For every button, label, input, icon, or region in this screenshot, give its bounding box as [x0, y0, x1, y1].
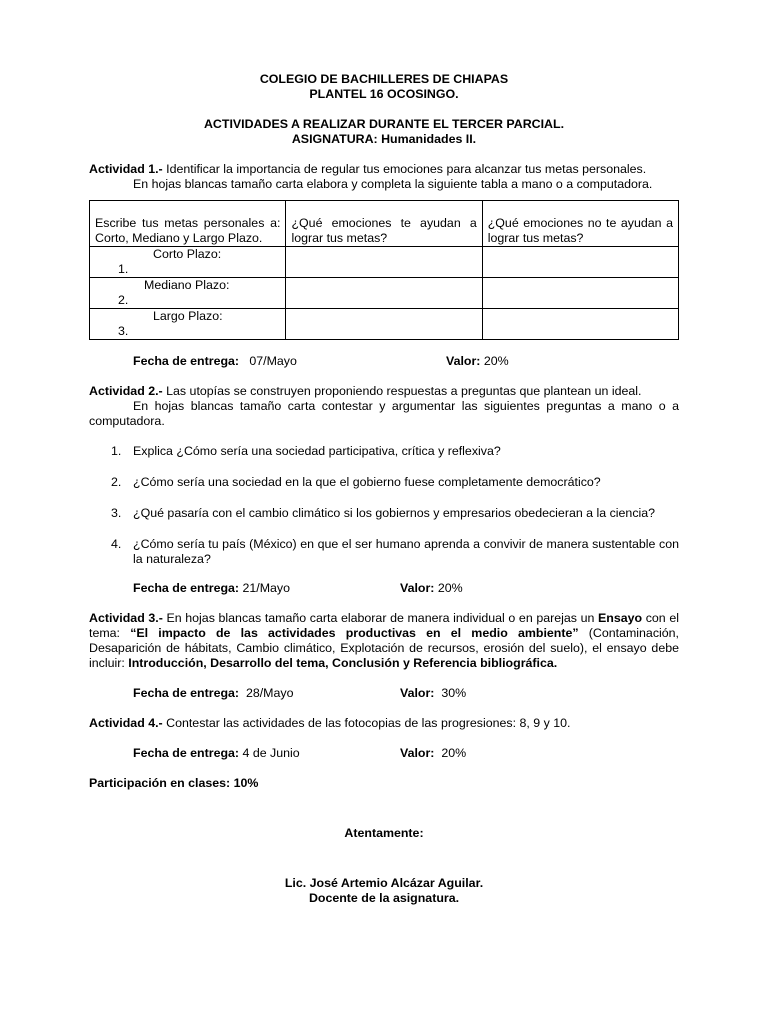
due-date-label: Fecha de entrega: [133, 581, 240, 595]
activities-title: ACTIVIDADES A REALIZAR DURANTE EL TERCER PARCIAL. [203, 117, 565, 131]
value-amount: 30% [441, 686, 467, 700]
activity-2-label: Actividad 2.- [89, 384, 163, 398]
activity-3-text-part: (Contaminación, Desaparición de hábitats, Cambio climático, Explotación de recursos, erosión del suelo), el ensayo debe incluir: [89, 626, 679, 670]
activity-1-text: Identificar la importancia de regular tus emociones para alcanzar tus metas personales. [162, 162, 647, 176]
due-date-value: 4 de Junio [242, 746, 300, 760]
due-date-value: 21/Mayo [242, 581, 291, 595]
due-date-label: Fecha de entrega: [133, 746, 240, 760]
table-cell-long-term [90, 309, 286, 340]
question-text: Explica ¿Cómo sería una sociedad participativa, crítica y reflexiva? [133, 444, 501, 458]
activity-3-text-part: En hojas blancas tamaño carta elaborar de manera individual o en parejas un [162, 611, 599, 625]
question-number: 4. [111, 537, 122, 551]
question-number: 2. [111, 475, 122, 489]
due-date-value: 07/Mayo [249, 354, 297, 368]
questions-list [89, 444, 679, 567]
essay-sections: Introducción, Desarrollo del tema, Conclusión y Referencia bibliográfica. [128, 656, 558, 670]
medium-term-label: Mediano Plazo: [144, 278, 230, 292]
value-amount: 20% [437, 581, 463, 595]
table-header-helpful-emotions: ¿Qué emociones te ayudan a lograr tus metas? [286, 201, 482, 247]
activity-1-intro [89, 162, 679, 177]
list-item [89, 444, 679, 459]
value-amount: 20% [483, 354, 509, 368]
table-cell-empty [286, 247, 482, 278]
table-cell-empty [482, 278, 678, 309]
table-row [90, 309, 679, 340]
activity-4-due [89, 746, 679, 761]
activity-3-text [89, 611, 679, 671]
question-text: ¿Cómo sería una sociedad en la que el gobierno fuese completamente democrático? [133, 475, 601, 489]
activity-4-description: Contestar las actividades de las fotocopias de las progresiones: 8, 9 y 10. [162, 716, 571, 730]
question-number: 1. [111, 444, 122, 458]
activity-1-instructions: En hojas blancas tamaño carta elabora y completa la siguiente tabla a mano o a computadora. [133, 177, 653, 191]
subject-title: ASIGNATURA: Humanidades II. [291, 132, 477, 146]
goals-table [89, 200, 679, 340]
activity-2-text: Las utopías se construyen proponiendo respuestas a preguntas que plantean un ideal. [162, 384, 642, 398]
value-label: Valor: [400, 686, 435, 700]
table-cell-empty [482, 309, 678, 340]
value-label: Valor: [400, 746, 435, 760]
activity-3-label: Actividad 3.- [89, 611, 163, 625]
school-name: COLEGIO DE BACHILLERES DE CHIAPAS [259, 72, 509, 86]
activity-1-label: Actividad 1.- [89, 162, 163, 176]
question-number: 3. [111, 506, 122, 520]
table-cell-empty [286, 278, 482, 309]
short-term-label: Corto Plazo: [153, 247, 222, 261]
value-amount: 20% [441, 746, 467, 760]
activity-1-due [89, 354, 679, 369]
table-cell-medium-term [90, 278, 286, 309]
table-row [90, 247, 679, 278]
campus-name: PLANTEL 16 OCOSINGO. [309, 87, 459, 101]
closing-salutation: Atentamente: [344, 826, 424, 840]
question-text: ¿Qué pasaría con el cambio climático si los gobiernos y empresarios obedecieran a la ciencia? [133, 506, 656, 520]
essay-topic: “El impacto de las actividades productivas en el medio ambiente” [130, 626, 579, 640]
essay-keyword: Ensayo [598, 611, 643, 625]
document-page [89, 72, 679, 906]
table-row [90, 278, 679, 309]
signatory-role: Docente de la asignatura. [308, 891, 460, 905]
activity-4-text [89, 716, 679, 731]
list-item [89, 475, 679, 490]
table-cell-empty [482, 247, 678, 278]
activity-2-instructions: En hojas blancas tamaño carta contestar y argumentar las siguientes preguntas a mano o a computadora. [89, 399, 679, 428]
activity-3-due [89, 686, 679, 701]
due-date-label: Fecha de entrega: [133, 354, 240, 368]
activity-4-label: Actividad 4.- [89, 716, 163, 730]
medium-term-number: 2. [118, 293, 129, 307]
activity-2-due [89, 581, 679, 596]
table-cell-short-term [90, 247, 286, 278]
activity-2-intro [89, 384, 679, 399]
activity-3-text-part: con el tema: [89, 611, 679, 640]
signatory-name: Lic. José Artemio Alcázar Aguilar. [284, 876, 484, 890]
long-term-number: 3. [118, 324, 129, 338]
table-header-goals: Escribe tus metas personales a: Corto, Mediano y Largo Plazo. [90, 201, 286, 247]
due-date-label: Fecha de entrega: [133, 686, 240, 700]
short-term-number: 1. [118, 262, 129, 276]
value-label: Valor: [400, 581, 435, 595]
long-term-label: Largo Plazo: [153, 309, 223, 323]
question-text: ¿Cómo sería tu país (México) en que el ser humano aprenda a convivir de manera sustentable con la naturaleza? [133, 537, 679, 566]
table-cell-empty [286, 309, 482, 340]
list-item [89, 537, 679, 567]
value-label: Valor: [446, 354, 481, 368]
participation-line [89, 776, 679, 791]
list-item [89, 506, 679, 521]
participation-text: Participación en clases: 10% [89, 776, 259, 790]
due-date-value: 28/Mayo [245, 686, 294, 700]
table-header-unhelpful-emotions: ¿Qué emociones no te ayudan a lograr tus metas? [482, 201, 678, 247]
